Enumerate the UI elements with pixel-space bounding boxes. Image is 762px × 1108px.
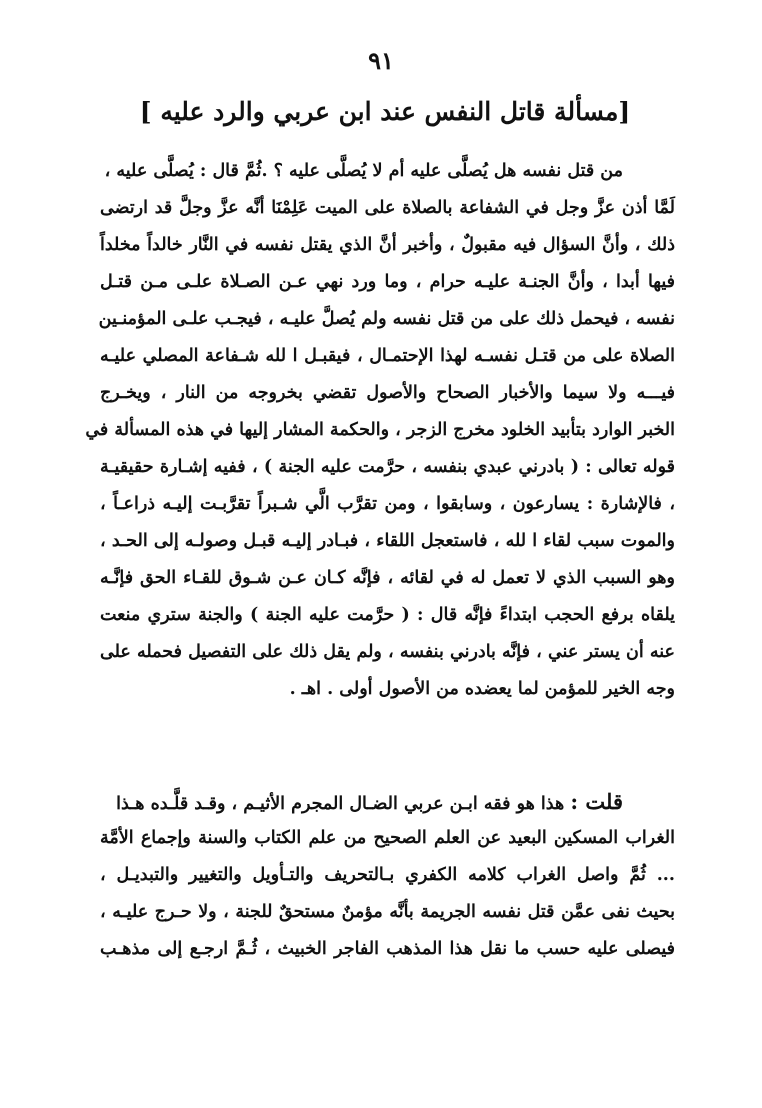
text-line: وهو السبب الذي لا تعمل له في لقائه ، فإنَّه كـان عـن شـوق للقـاء الحق فإنَّـه: [100, 568, 675, 588]
text-line: الخبر الوارد بتأبيد الخلود مخرج الزجر ، والحكمة المشار إليها في هذه المسألة في: [85, 420, 675, 440]
text-line-rest: هذا هو فقه ابـن عربي الضـال المجرم الأثيـم ، وقـد قلَّـده هـذا: [116, 794, 565, 814]
text-line: يلقاه برفع الحجب ابتداءً فإنَّه قال : ( حرَّمت عليه الجنة ) والجنة ستري منعت: [100, 605, 675, 625]
text-line: وجه الخير للمؤمن لما يعضده من الأصول أولى . اهـ .: [289, 679, 675, 699]
text-line: فيها أبدا ، وأنَّ الجنـة عليـه حرام ، وما ورد نهي عـن الصـلاة علـى مـن قتـل: [100, 272, 675, 292]
text-line: نفسه ، فيحمل ذلك على من قتل نفسه ولم يُصلَّ عليـه ، فيجـب علـى المؤمنـين: [98, 309, 675, 329]
text-line: لَمَّا أذن عزَّ وجل في الشفاعة بالصلاة على الميت عَلِمْنَا أنَّه عزَّ وجلَّ قد ارتضى: [100, 198, 675, 218]
text-line: الغراب المسكين البعيد عن العلم الصحيح من علم الكتاب والسنة وإجماع الأمَّة: [100, 828, 675, 848]
text-line: فيصلى عليه حسب ما نقل هذا المذهب الفاجر الخبيث ، ثُـمَّ ارجـع إلى مذهـب: [100, 939, 675, 959]
text-line: ... ثُمَّ واصل الغراب كلامه الكفري بـالتحريف والتـأويل والتغيير والتبديـل ،: [100, 865, 675, 885]
text-line: قوله تعالى : ( بادرني عبدي بنفسه ، حرَّمت عليه الجنة ) ، ففيه إشـارة حقيقيـة: [100, 457, 675, 477]
text-line: بحيث نفى عمَّن قتل نفسه الجريمة بأنَّه مؤمنٌ مستحقٌ للجنة ، ولا حـرج عليـه ،: [100, 902, 675, 922]
text-line: ، فالإشارة : يسارعون ، وسابقوا ، ومن تقرَّب الَّي شـبراً تقرَّبـت إليـه ذراعـاً ،: [100, 494, 675, 514]
text-line: عنه أن يستر عني ، فإنَّه بادرني بنفسه ، ولم يقل ذلك على التفصيل فحمله على: [100, 642, 675, 662]
text-line: ذلك ، وأنَّ السؤال فيه مقبولٌ ، وأخبر أنَّ الذي يقتل نفسه في النَّار خالداً مخلداً: [100, 235, 675, 255]
section-title: [مسألة قاتل النفس عند ابن عربي والرد عليه ]: [139, 97, 631, 126]
text-line: فيـــه ولا سيما والأخبار الصحاح والأصول تقضي بخروجه من النار ، ويخـرج: [100, 383, 675, 403]
text-line: [100, 783, 675, 820]
text-line: الصلاة على من قتـل نفسـه لهذا الإحتمـال ، فيقبـل ا لله شـفاعة المصلي عليـه: [100, 346, 675, 366]
paragraph-1: [85, 153, 675, 708]
text-line: من قتل نفسه هل يُصلَّى عليه أم لا يُصلَّى عليه ؟ .ثُمَّ قال : يُصلَّى عليه ،: [104, 161, 623, 181]
paragraph-2: [100, 783, 675, 968]
page-number: ٩١: [368, 46, 394, 75]
qult-lead: قلت :: [570, 789, 623, 814]
text-line: والموت سبب لقاء ا لله ، فاستعجل اللقاء ، فبـادر إليـه قبـل وصولـه إلى الحـد ،: [100, 531, 675, 551]
